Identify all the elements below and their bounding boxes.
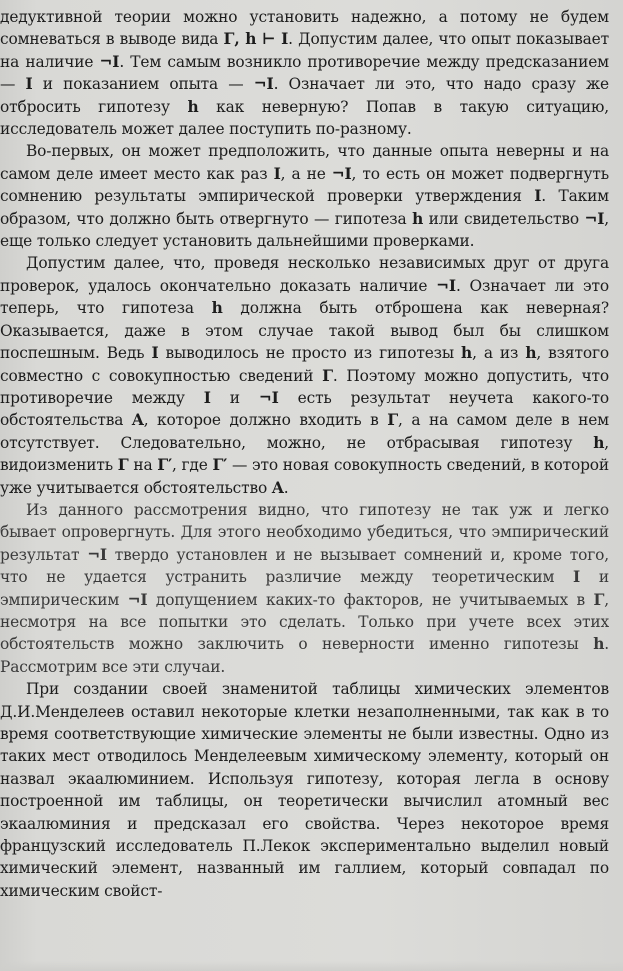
formula-symbol: I xyxy=(203,388,211,407)
formula-symbol: ¬I xyxy=(253,75,274,94)
text-run: . Означает ли это, что надо сразу же отбросить гипотезу xyxy=(0,75,610,116)
text-run: дедуктивной теории можно установить надежно, а потому не будем сомневаться в выводе вида xyxy=(0,8,609,49)
formula-symbol: h xyxy=(187,97,199,116)
formula-symbol: A xyxy=(271,478,284,497)
formula-symbol: ¬I xyxy=(87,545,107,564)
formula-symbol: h xyxy=(412,209,424,228)
formula-symbol: ¬I xyxy=(436,276,456,295)
text-run: должна быть отброшена как неверная? Оказывается, даже в этом случае такой вывод был бы слишком поспешным. Ведь xyxy=(0,299,609,363)
body-text xyxy=(0,6,609,902)
formula-symbol: I xyxy=(573,568,581,587)
text-run: . Тем самым возникло противоречие между предсказанием — xyxy=(0,52,609,94)
text-run: и xyxy=(210,388,259,407)
formula-symbol: ¬I xyxy=(331,164,352,183)
text-run: . Рассмотрим все эти случаи. xyxy=(0,635,609,676)
text-run: — это новая совокупность сведений, в которой уже учитывается обстоятельство xyxy=(0,456,609,497)
formula-symbol: Γ xyxy=(593,590,605,609)
formula-symbol: h xyxy=(525,344,537,363)
formula-symbol: ¬I xyxy=(99,52,120,71)
text-run: выводилось не просто из гипотезы xyxy=(158,344,462,363)
formula-symbol: ¬I xyxy=(258,388,279,407)
paragraph xyxy=(0,6,609,140)
page-edge-shadow xyxy=(0,961,623,971)
paragraph xyxy=(0,678,609,902)
text-run: , видоизменить xyxy=(0,433,609,475)
formula-symbol: I xyxy=(273,164,281,183)
text-run: , а из xyxy=(472,344,526,363)
formula-symbol: h xyxy=(593,635,605,654)
text-run: При создании своей знаменитой таблицы химических элементов Д.И.Менделеев оставил некоторые клетки незаполненными, так как в то время соответствующие химические элементы не были известны. Одно из таких мест отводилось Менделеевым химическому элементу, который он назвал экаалюминием. Используя гипотезу, которая легла в основу построенной им таблицы, он теоретически вычислил атомный вес экаалюминия и предсказал его свойства. Через некоторое время французский исследователь П.Лекок экспериментально выделил новый химический элемент, названный им галлием, который совпадал по химическим свойст- xyxy=(0,680,609,900)
formula-symbol: Γ′ xyxy=(157,456,172,475)
formula-symbol: I xyxy=(534,187,542,206)
text-run: , еще только следует установить дальнейшими проверками. xyxy=(0,209,610,251)
text-run: . xyxy=(283,478,289,497)
paragraph xyxy=(0,252,609,498)
formula-symbol: Γ xyxy=(322,366,333,385)
text-run: и эмпирическим xyxy=(0,568,609,609)
text-run: , где xyxy=(171,456,213,475)
text-run: . Означает ли это теперь, что гипотеза xyxy=(0,276,609,318)
paragraph xyxy=(0,499,609,678)
text-run: . Поэтому можно допустить, что противоречие между xyxy=(0,366,609,407)
formula-symbol: h xyxy=(461,344,473,363)
formula-symbol: Γ xyxy=(387,411,399,430)
formula-symbol: I xyxy=(25,75,33,94)
formula-symbol: I xyxy=(151,344,159,363)
text-run: Из данного рассмотрения видно, что гипотезу не так уж и легко бывает опровергнуть. Для этого необходимо убедиться, что эмпирический результат xyxy=(0,500,609,564)
text-run: , взятого совместно с совокупностью сведений xyxy=(0,344,609,385)
text-run: . Таким образом, что должно быть отвергнуто — гипотеза xyxy=(0,187,610,228)
text-run: , а не xyxy=(280,164,332,183)
formula-symbol: h xyxy=(593,433,605,452)
formula-symbol: Γ xyxy=(117,456,129,475)
text-run: и показанием опыта — xyxy=(32,75,254,94)
text-run: как неверную? Попав в такую ситуацию, исследователь может далее поступить по-разному. xyxy=(0,97,609,139)
text-run: или свидетельство xyxy=(423,209,585,228)
formula-symbol: ¬I xyxy=(127,590,148,609)
text-run: твердо установлен и не вызывает сомнений и, кроме того, что не удается устранить различие между теоретическим xyxy=(0,545,609,587)
paragraph xyxy=(0,140,609,252)
text-run: , а на самом деле в нем отсутствует. Следовательно, можно, не отбрасывая гипотезу xyxy=(0,411,609,452)
formula-symbol: Γ, h ⊢ I xyxy=(223,30,289,49)
formula-symbol: Γ′ xyxy=(212,456,228,475)
text-run: Во-первых, он может предположить, что данные опыта неверны и на самом деле имеет место как раз xyxy=(0,142,609,183)
formula-symbol: h xyxy=(211,299,223,318)
text-run: , которое должно входить в xyxy=(143,411,388,430)
formula-symbol: ¬I xyxy=(584,209,605,228)
text-run: допущением каких-то факторов, не учитываемых в xyxy=(147,590,594,609)
text-run: . Допустим далее, что опыт показывает на наличие xyxy=(0,30,609,71)
text-run: на xyxy=(128,456,158,475)
text-run: Допустим далее, что, проведя несколько независимых друг от друга проверок, удалось окончательно доказать наличие xyxy=(0,254,609,295)
text-run: , то есть он может подвергнуть сомнению результаты эмпирической проверки утверждения xyxy=(0,164,609,206)
text-run: есть результат неучета какого-то обстоятельства xyxy=(0,388,609,430)
formula-symbol: A xyxy=(131,411,144,430)
text-run: , несмотря на все попытки это сделать. Только при учете всех этих обстоятельств можно заключить о неверности именно гипотезы xyxy=(0,590,609,654)
